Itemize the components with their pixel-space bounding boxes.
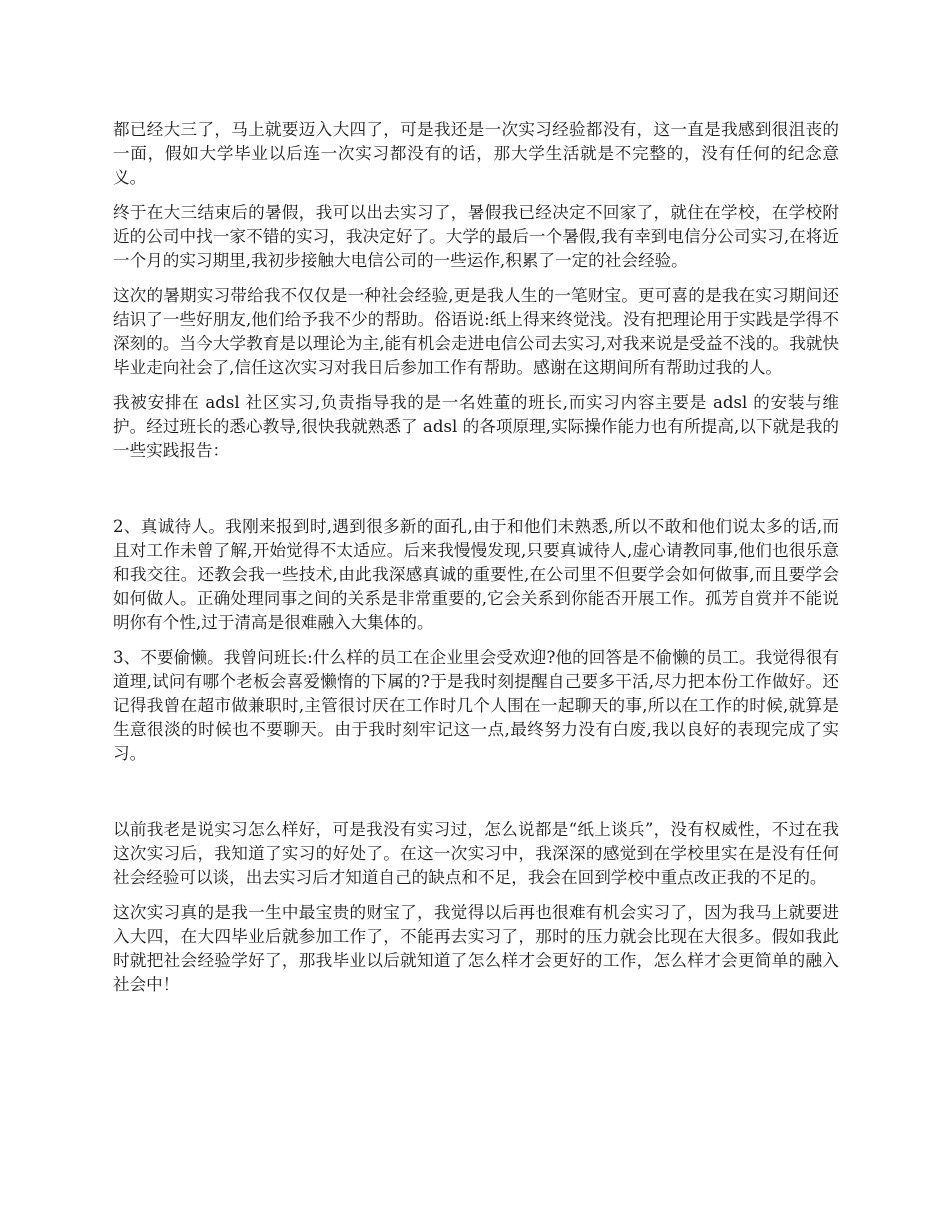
- blank-gap: [113, 474, 839, 515]
- paragraph-5: 2、真诚待人。我刚来报到时,遇到很多新的面孔,由于和他们未熟悉,所以不敢和他们说太多的话,而且对工作未曾了解,开始觉得不太适应。后来我慢慢发现,只要真诚待人,虚心请教同事,他们也很乐意和我交往。还教会我一些技术,由此我深感真诚的重要性,在公司里不但要学会如何做事,而且要学会如何做人。正确处理同事之间的关系是非常重要的,它会关系到你能否开展工作。孤芳自赏并不能说明你有个性,过于清高是很难融入大集体的。: [113, 517, 839, 632]
- paragraph-4: 我被安排在 adsl 社区实习,负责指导我的是一名姓董的班长,而实习内容主要是 adsl 的安装与维护。经过班长的悉心教导,很快我就熟悉了 adsl 的各项原理,实际操作能力也有所提高,以下就是我的一些实践报告：: [113, 393, 839, 460]
- paragraph-8: 这次实习真的是我一生中最宝贵的财宝了，我觉得以后再也很难有机会实习了，因为我马上就要进入大四，在大四毕业后就参加工作了，不能再去实习了，那时的压力就会比现在大很多。假如我此时就把社会经验学好了，那我毕业以后就知道了怎么样才会更好的工作，怎么样才会更简单的融入社会中！: [113, 903, 839, 994]
- document-body: [113, 118, 839, 1008]
- paragraph-6: 3、不要偷懒。我曾问班长:什么样的员工在企业里会受欢迎?他的回答是不偷懒的员工。我觉得很有道理,试问有哪个老板会喜爱懒惰的下属的?于是我时刻提醒自己要多干活,尽力把本份工作做好。还记得我曾在超市做兼职时,主管很讨厌在工作时几个人围在一起聊天的事,所以在工作的时候,就算是生意很淡的时候也不要聊天。由于我时刻牢记这一点,最终努力没有白废,我以良好的表现完成了实习。: [113, 648, 839, 763]
- paragraph-1: 都已经大三了，马上就要迈入大四了，可是我还是一次实习经验都没有，这一直是我感到很沮丧的一面，假如大学毕业以后连一次实习都没有的话，那大学生活就是不完整的，没有任何的纪念意义。: [113, 120, 839, 187]
- paragraph-3: 这次的暑期实习带给我不仅仅是一种社会经验,更是我人生的一笔财宝。更可喜的是我在实习期间还结识了一些好朋友,他们给予我不少的帮助。俗语说:纸上得来终觉浅。没有把理论用于实践是学得不深刻的。当今大学教育是以理论为主,能有机会走进电信公司去实习,对我来说是受益不浅的。我就快毕业走向社会了,信任这次实习对我日后参加工作有帮助。感谢在这期间所有帮助过我的人。: [113, 286, 839, 377]
- paragraph-2: 终于在大三结束后的暑假，我可以出去实习了，暑假我已经决定不回家了，就住在学校，在学校附近的公司中找一家不错的实习，我决定好了。大学的最后一个暑假,我有幸到电信分公司实习,在将近一个月的实习期里,我初步接触大电信公司的一些运作,积累了一定的社会经验。: [113, 203, 839, 270]
- paragraph-7: 以前我老是说实习怎么样好，可是我没有实习过，怎么说都是“纸上谈兵”，没有权威性，不过在我这次实习后，我知道了实习的好处了。在这一次实习中，我深深的感觉到在学校里实在是没有任何社会经验可以谈，出去实习后才知道自己的缺点和不足，我会在回到学校中重点改正我的不足的。: [113, 820, 839, 887]
- blank-gap: [113, 777, 839, 818]
